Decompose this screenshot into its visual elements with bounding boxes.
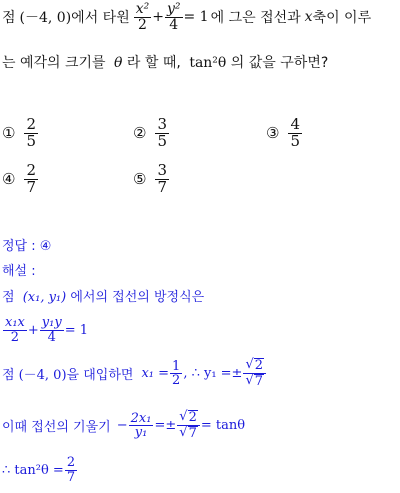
final-fraction <box>65 456 77 484</box>
option-1[interactable] <box>2 117 39 150</box>
plus-sign: + <box>27 322 39 338</box>
question-line-1 <box>2 2 371 32</box>
theta-symbol: θ <box>114 55 123 71</box>
fraction-denominator: y₁ <box>134 425 148 441</box>
question-line-2 <box>2 52 328 72</box>
fraction-denominator: 7 <box>66 469 76 485</box>
plus-sign: + <box>152 9 164 26</box>
option-mark: ① <box>2 124 16 143</box>
option-fraction <box>155 117 169 150</box>
option-4[interactable] <box>2 163 39 196</box>
sqrt-denominator: √ 7 <box>245 373 264 390</box>
term-numerator: y₁y <box>41 315 62 330</box>
plus-minus: =± <box>154 418 177 434</box>
tangent-equation <box>2 316 88 344</box>
equals-one: = 1 <box>183 9 209 26</box>
option-mark: ④ <box>2 170 16 189</box>
term-numerator: x₁x <box>5 315 25 330</box>
radicand: 2 <box>254 358 264 373</box>
slope-value-fraction <box>177 410 200 442</box>
option-5[interactable] <box>133 163 170 196</box>
x-variable: x <box>304 9 313 26</box>
fraction-numerator: 1 <box>172 358 181 374</box>
solution-line-3 <box>2 358 267 390</box>
equals-one: = 1 <box>64 322 88 338</box>
solution-text: 을 대입하면 <box>66 368 134 384</box>
option-denominator: 7 <box>26 177 36 196</box>
radicand: 2 <box>188 410 197 425</box>
explanation-label: 해설 : <box>2 264 36 279</box>
ellipse-y-denominator: 4 <box>169 16 179 33</box>
option-2[interactable] <box>133 117 170 150</box>
option-denominator: 7 <box>157 177 167 196</box>
option-numerator: 3 <box>157 161 167 179</box>
solution-line-4 <box>2 410 245 442</box>
sqrt-numerator: √ 2 <box>179 409 197 425</box>
slope-fraction <box>129 412 154 440</box>
tan-squared-theta: tan²θ <box>189 55 227 71</box>
ellipse-x-term <box>134 2 152 32</box>
option-denominator: 5 <box>290 131 300 150</box>
option-numerator: 4 <box>290 115 300 133</box>
answer-label: 정답 : ④ <box>2 239 52 254</box>
fraction-numerator: 2 <box>66 455 76 470</box>
option-fraction <box>288 117 302 150</box>
fraction-denominator: 2 <box>172 373 181 389</box>
equation-term-1 <box>3 316 27 344</box>
option-fraction <box>155 163 169 196</box>
ellipse-y-numerator: y² <box>166 1 181 17</box>
solution-text: 점 <box>2 368 15 384</box>
option-numerator: 2 <box>26 115 36 133</box>
substituted-point: (－4, 0) <box>18 368 67 384</box>
equals-tan-theta: = tanθ <box>200 418 246 434</box>
x1-value-label: x₁ = <box>141 366 170 382</box>
option-fraction <box>24 117 38 150</box>
ellipse-y-term <box>165 2 183 32</box>
question-text: 점 <box>2 10 16 27</box>
term-denominator: 2 <box>10 329 20 345</box>
radicand: 7 <box>188 426 197 442</box>
ellipse-x-denominator: 2 <box>138 16 147 33</box>
sqrt-denominator: √ 7 <box>179 425 197 442</box>
solution-text: 이때 접선의 기울기 <box>2 420 111 436</box>
tangent-point: (x₁, y₁) <box>22 290 67 305</box>
term-denominator: 4 <box>47 329 56 345</box>
point-coordinate: (－4, 0) <box>19 10 72 27</box>
option-mark: ⑤ <box>133 170 147 189</box>
question-text: 에서 타원 <box>71 10 130 27</box>
fraction-numerator: 2x₁ <box>130 410 152 426</box>
question-text: 라 할 때, <box>126 55 181 71</box>
solution-text: 에서의 접선의 방정식은 <box>70 290 205 305</box>
sqrt-numerator: √ 2 <box>245 357 264 373</box>
option-3[interactable] <box>266 117 303 150</box>
question-text: 축이 이루 <box>312 10 372 27</box>
radicand: 7 <box>254 374 264 390</box>
solution-text: 점 <box>2 290 15 305</box>
y1-fraction <box>243 358 266 390</box>
minus-sign: − <box>116 418 128 434</box>
solution-line-1 <box>2 286 204 305</box>
option-numerator: 2 <box>26 161 36 179</box>
final-expression: ∴ tan²θ = <box>2 462 64 478</box>
question-text: 는 예각의 크기를 <box>2 55 106 71</box>
option-denominator: 5 <box>26 131 36 150</box>
option-mark: ③ <box>266 124 280 143</box>
ellipse-x-numerator: x² <box>135 1 150 17</box>
option-mark: ② <box>133 124 147 143</box>
question-text: 의 값을 구하면? <box>230 55 329 71</box>
question-text: 에 그은 접선과 <box>210 10 301 27</box>
x1-fraction <box>170 360 182 388</box>
equation-term-2 <box>40 316 64 344</box>
option-denominator: 5 <box>157 131 167 150</box>
therefore-y1: , ∴ y₁ =± <box>183 366 243 382</box>
solution-line-5 <box>2 456 78 484</box>
option-fraction <box>24 163 38 196</box>
option-numerator: 3 <box>157 115 167 133</box>
